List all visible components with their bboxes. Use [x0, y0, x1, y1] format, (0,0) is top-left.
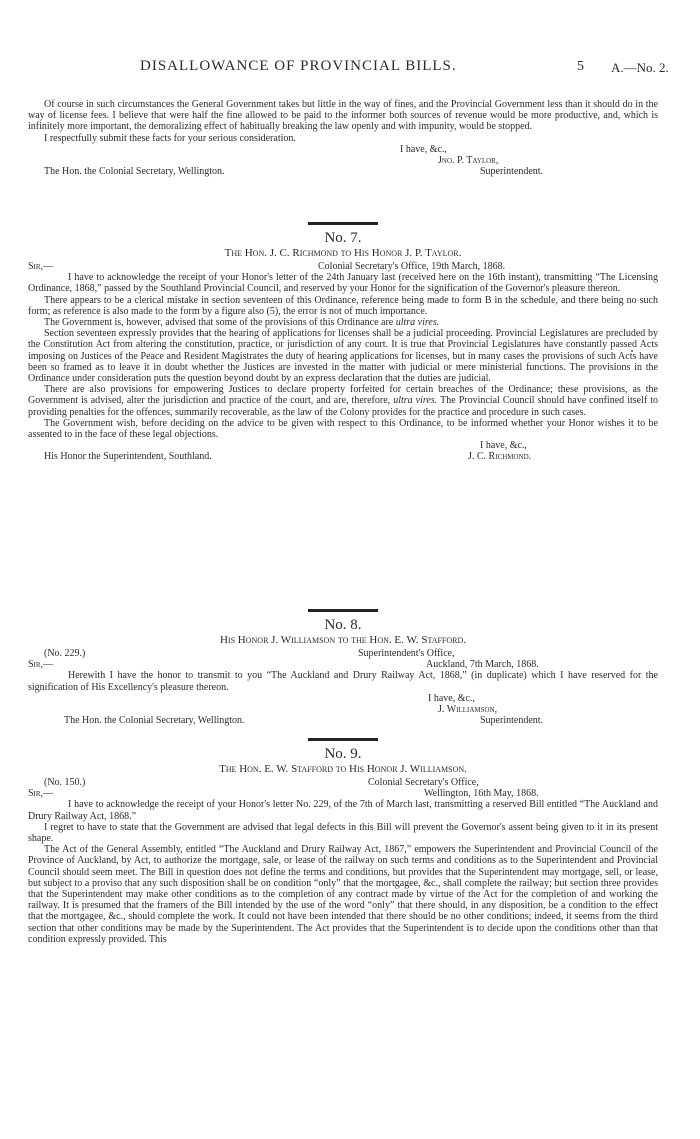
page-header	[0, 58, 700, 79]
paragraph: Herewith I have the honor to transmit to you “The Auckland and Drury Railway Act, 1868,” (in duplicate) which I have reserved for the signification of His Excellency's pleasure thereon.	[28, 670, 658, 693]
ref-row	[28, 648, 658, 659]
correspondents: His Honor J. Williamson to the Hon. E. W. Stafford.	[219, 634, 467, 646]
signature-title: Superintendent.	[480, 166, 544, 178]
correspondents: The Hon. J. C. Richmond to His Honor J. P. Taylor.	[224, 247, 462, 259]
paragraph: There appears to be a clerical mistake in section seventeen of this Ordinance, reference being made to form B in the schedule, and there being no such form; as reference is also made to the form by a figure also (5), the error is not of much importance.	[28, 294, 658, 317]
reference-number: (No. 150.)	[44, 777, 86, 788]
place-date: Wellington, 16th May, 1868.	[424, 788, 539, 800]
letter-number: No. 7.	[324, 230, 362, 246]
salutation-row	[28, 659, 658, 670]
closing: I have, &c.,	[428, 692, 475, 704]
letter-no-8	[28, 603, 658, 726]
signature: J. C. Richmond.	[468, 451, 532, 463]
letter-number: No. 8.	[324, 617, 362, 633]
signature-row	[28, 451, 658, 462]
section-rule	[308, 738, 378, 741]
salutation-row	[28, 261, 658, 272]
place-date: Colonial Secretary's Office, 19th March, 1868.	[318, 261, 506, 272]
reference-number: (No. 229.)	[44, 648, 86, 659]
closing: I have, &c.,	[400, 143, 447, 155]
paragraph-text: The Provincial Council should have confined itself to providing penalties for the offences, summarily recoverable, as the law of the Colony provides for the practice and procedure in such cases.	[28, 395, 659, 418]
section-rule	[308, 222, 378, 225]
salutation-row	[28, 788, 658, 799]
paragraph: I regret to have to state that the Government are advised that legal defects in this Bill will prevent the Governor's assent being given to it in its present shape.	[28, 821, 658, 844]
addressee-row	[28, 715, 658, 726]
paragraph	[28, 317, 658, 328]
addressee: The Hon. the Colonial Secretary, Wellington.	[64, 715, 245, 727]
closing-row	[28, 144, 658, 155]
letter-no-7	[28, 216, 658, 463]
addressee-row	[28, 166, 658, 177]
signature-row	[28, 704, 658, 715]
signature: Jno. P. Taylor,	[438, 155, 499, 166]
ref-row	[28, 777, 658, 788]
paragraph-text: The Government is, however, advised that some of the provisions of this Ordinance are	[44, 317, 394, 328]
signature-title: Superintendent.	[480, 715, 544, 727]
salutation: Sir,—	[28, 659, 54, 671]
paragraph-text: There are also provisions for empowering Justices to declare property forfeited for certain breaches of the Ordinance; these provisions, as the Government is advised, alter the jurisdiction and practice of the court, and are, therefore,	[28, 384, 658, 407]
previous-letter	[28, 99, 658, 177]
paragraph	[28, 384, 658, 418]
office: Superintendent's Office,	[358, 648, 455, 659]
letter-number: No. 9.	[324, 746, 362, 762]
paragraph: Section seventeen expressly provides that the hearing of applications for licenses shall be a judicial proceeding. Provincial Legislatures are precluded by the Constitution Act from altering the constitution, practice, or jurisdiction of any court. It is true that Provincial Legislatures have constantly passed Acts imposing on Justices of the Peace and Resident Magistrates the duty of hearing applications for licenses, but in many cases the provisions of such Acts have been so framed as to leave it in doubt whether the Justices are invested in the matter with judicial or mere ministerial functions. The provisions in the Ordinance under consideration puts the question beyond doubt by an express declaration that the duties are judicial.	[28, 328, 658, 385]
closing-row	[28, 440, 658, 451]
section-rule	[308, 609, 378, 612]
place-date: Auckland, 7th March, 1868.	[426, 659, 539, 671]
office: Colonial Secretary's Office,	[368, 777, 479, 788]
paragraph: I respectfully submit these facts for your serious consideration.	[44, 132, 296, 144]
paragraph: I have to acknowledge the receipt of your Honor's letter of the 24th January last (received here on the 16th instant), transmitting “The Licensing Ordinance, 1868,” passed by the Southland Provincial Council, and reserved by your Honor for the signification of the Governor's pleasure thereon.	[28, 272, 658, 295]
signature-row	[28, 155, 658, 166]
paragraph: The Government wish, before deciding on the advice to be given with respect to this Ordinance, to be informed whether your Honor wishes it to be assented to in the face of these legal objections.	[28, 417, 658, 441]
running-title: DISALLOWANCE OF PROVINCIAL BILLS.	[140, 58, 457, 74]
ultra-vires-italic: ultra vires.	[395, 317, 440, 328]
paragraph: Of course in such circumstances the General Government takes but little in the way of fines, and the Provincial Government less than it should do in the way of license fees. I believe that were half the fine allowed to be paid to the informer both sources of revenue would be more productive, and, which is infinitely more important, the demoralizing effect of habitually breaking the law openly and with impunity, would be stopped.	[28, 99, 658, 133]
addressee: His Honor the Superintendent, Southland.	[44, 451, 212, 463]
page-number: 5	[577, 59, 584, 74]
signature: J. Williamson,	[438, 703, 498, 715]
salutation: Sir,—	[28, 788, 54, 800]
closing: I have, &c.,	[480, 440, 527, 452]
salutation: Sir,—	[28, 261, 54, 272]
paragraph: I have to acknowledge the receipt of your Honor's letter No. 229, of the 7th of March last, transmitting a reserved Bill entitled “The Auckland and Drury Railway Act, 1868.”	[28, 799, 658, 822]
closing-row	[28, 693, 658, 704]
correspondents: The Hon. E. W. Stafford to His Honor J. Williamson.	[219, 763, 467, 775]
paragraph: The Act of the General Assembly, entitled “The Auckland and Drury Railway Act, 1867,” empowers the Superintendent and Provincial Council of the Province of Auckland, by Act, to authorize the mortgage, sale, or lease of the railway on such terms and conditions as to the Superintendent and Provincial Council should seem meet. The Bill in question does not define the terms and conditions, but provides that the Superintendent may mortgage, sell, or lease, but subject to a proviso that any such disposition shall be on condition “only” that the mortgagee, &c., shall complete the railway; but section three provides that the Superintendent may make other conditions as to the completion of any contract made by virtue of the Act for the completion of and working the railway. It is presumed that the framers of the Bill intended by the use of the word “only” that there should, in any disposition, be a condition to the effect that the mortgagee, &c., should complete the work. It could not have been intended that there should be no other conditions; indeed, it seems from the third section that other conditions may be made by the Superintendent. The Act provides that the Superintendent is to decide upon the conditions other than that condition expressly provided. This	[28, 844, 658, 945]
addressee: The Hon. the Colonial Secretary, Wellington.	[44, 166, 225, 178]
ultra-vires-italic: ultra vires.	[393, 395, 438, 407]
letter-no-9	[28, 732, 658, 945]
paper-id: A.—No. 2.	[611, 60, 669, 75]
